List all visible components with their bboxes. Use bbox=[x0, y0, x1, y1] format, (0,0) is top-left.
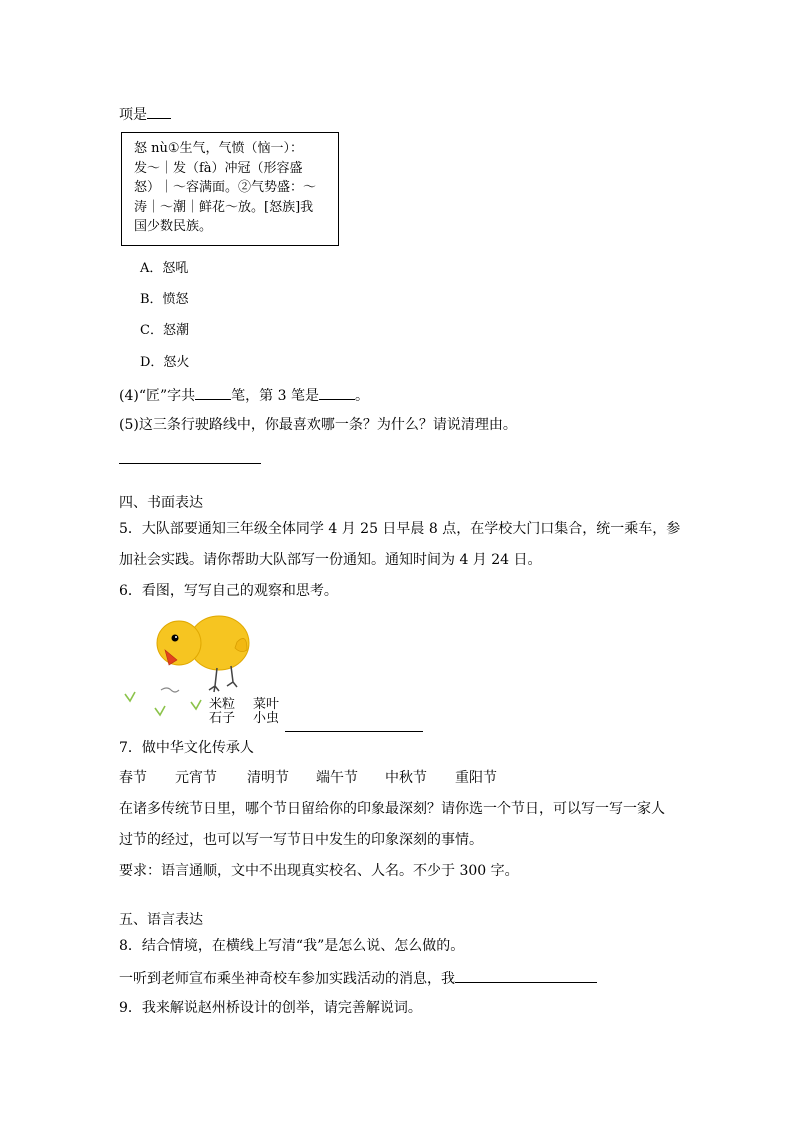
answer-blank[interactable] bbox=[319, 385, 355, 400]
question-5-line-1: 5．大队部要通知三年级全体同学 4 月 25 日早晨 8 点，在学校大门口集合，统一乘车，参 bbox=[119, 521, 681, 537]
label-stone: 石子 bbox=[209, 711, 236, 726]
question-7-title: 7．做中华文化传承人 bbox=[119, 740, 254, 756]
label-rice: 米粒 bbox=[209, 697, 236, 712]
answer-blank[interactable] bbox=[455, 968, 597, 983]
question-7-requirement: 要求：语言通顺，文中不出现真实校名、人名。不少于 300 字。 bbox=[119, 863, 519, 879]
label-leaf: 菜叶 bbox=[253, 697, 280, 712]
question-5-line-2: 加社会实践。请你帮助大队部写一份通知。通知时间为 4 月 24 日。 bbox=[119, 552, 542, 568]
answer-blank[interactable] bbox=[195, 385, 231, 400]
answer-line[interactable] bbox=[285, 731, 423, 732]
question-7-line-2: 过节的经过，也可以写一写节日中发生的印象深刻的事情。 bbox=[119, 832, 483, 848]
section-heading: 五、语言表达 bbox=[119, 912, 203, 928]
dictionary-line: 怒 nù①生气，气愤（恼一）： bbox=[134, 141, 304, 156]
festival-item: 重阳节 bbox=[455, 770, 497, 786]
festival-item: 元宵节 bbox=[175, 770, 217, 786]
dictionary-line: 国少数民族。 bbox=[134, 219, 213, 234]
option-c[interactable]: C．怒潮 bbox=[140, 323, 189, 338]
question-5: (5)这三条行驶路线中，你最喜欢哪一条？为什么？请说清理由。 bbox=[119, 417, 517, 433]
question-7-line-1: 在诸多传统节日里，哪个节日留给你的印象最深刻？请你选一个节日，可以写一写一家人 bbox=[119, 801, 665, 817]
label-bug: 小虫 bbox=[253, 711, 280, 726]
question-continuation: 项是 bbox=[119, 104, 171, 124]
dictionary-line: 涛｜～潮｜鲜花～放。[怒族]我 bbox=[134, 199, 314, 215]
dictionary-line: 发～｜发（fà）冲冠（形容盛 bbox=[134, 160, 303, 176]
question-8-line-1: 8．结合情境，在横线上写清“我”是怎么说、怎么做的。 bbox=[119, 938, 465, 954]
dictionary-line: 怒）｜～容满面。②气势盛：～ bbox=[134, 180, 317, 195]
festival-item: 清明节 bbox=[247, 770, 289, 786]
option-b[interactable]: B．愤怒 bbox=[140, 292, 189, 307]
answer-blank[interactable] bbox=[147, 104, 171, 119]
question-9: 9．我来解说赵州桥设计的创举，请完善解说词。 bbox=[119, 1000, 422, 1016]
option-d[interactable]: D．怒火 bbox=[140, 355, 190, 370]
festival-item: 端午节 bbox=[316, 770, 358, 786]
festival-item: 中秋节 bbox=[385, 770, 427, 786]
answer-line[interactable] bbox=[119, 463, 261, 464]
dictionary-entry-box bbox=[121, 132, 339, 246]
question-6: 6．看图，写写自己的观察和思考。 bbox=[119, 583, 338, 599]
question-4: (4)“匠”字共 笔，第 3 笔是 。 bbox=[119, 385, 369, 405]
question-8-line-2: 一听到老师宣布乘坐神奇校车参加实践活动的消息，我 bbox=[119, 968, 597, 988]
option-a[interactable]: A．怒吼 bbox=[140, 261, 189, 276]
section-heading: 四、书面表达 bbox=[119, 495, 203, 511]
festival-list bbox=[119, 769, 539, 787]
festival-item: 春节 bbox=[119, 770, 147, 786]
chick-picture bbox=[119, 610, 289, 730]
